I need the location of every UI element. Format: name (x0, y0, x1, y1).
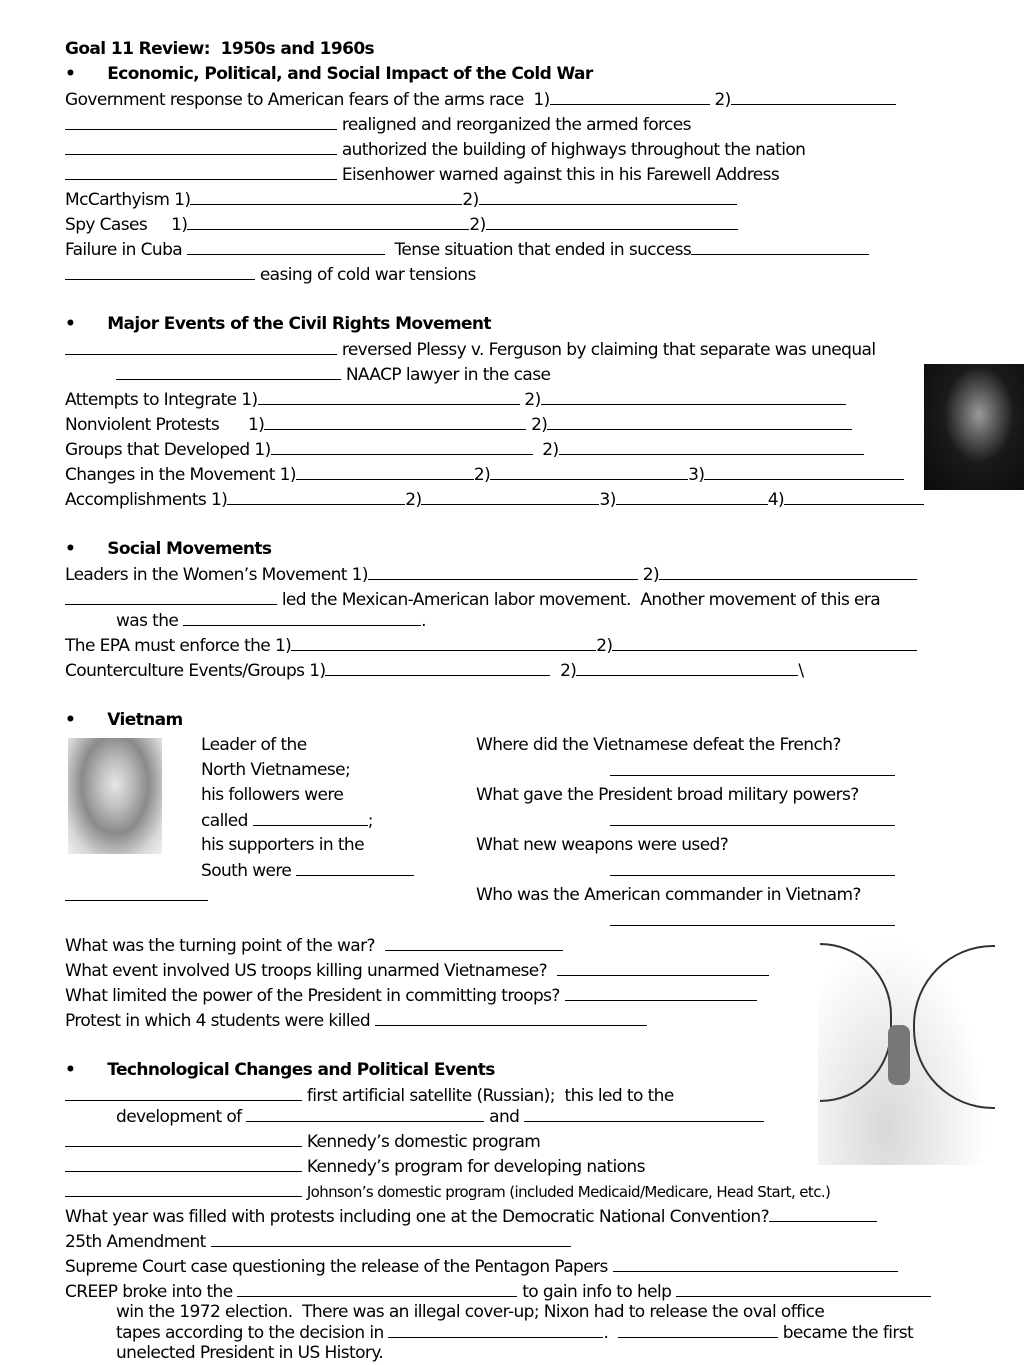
blank-field[interactable] (116, 363, 341, 380)
line-accomplishments: Accomplishments 1) 2) 3) 4) (65, 488, 924, 511)
blank-field[interactable] (211, 1230, 571, 1247)
question-french-defeat: Where did the Vietnamese defeat the French? (476, 735, 841, 755)
section-heading-tech: • Technological Changes and Political Events (65, 1060, 495, 1080)
blank-field[interactable] (731, 88, 896, 105)
question-military-powers: What gave the President broad military powers? (476, 785, 859, 805)
blank-field[interactable] (618, 1321, 778, 1338)
line-groups: Groups that Developed 1) 2) (65, 438, 864, 461)
line-pentagon-papers: Supreme Court case questioning the release of the Pentagon Papers (65, 1255, 898, 1278)
blank-field[interactable] (65, 113, 337, 130)
line-kent-state: Protest in which 4 students were killed (65, 1009, 647, 1032)
blank-field[interactable] (691, 238, 869, 255)
blank-field[interactable] (246, 1105, 484, 1122)
line-farewell: Eisenhower warned against this in his Farewell Address (65, 163, 779, 186)
answer-line (610, 809, 895, 832)
leader-text-4: called ; (201, 811, 373, 831)
line-plessy: reversed Plessy v. Ferguson by claiming that separate was unequal (65, 338, 875, 361)
hanging-figure-icon (888, 1025, 910, 1085)
blank-field[interactable] (65, 588, 277, 605)
page-title: Goal 11 Review: 1950s and 1960s (65, 39, 375, 59)
question-commander: Who was the American commander in Vietnam? (476, 885, 861, 905)
watergate-cartoon (818, 935, 988, 1165)
line-naacp: NAACP lawyer in the case (116, 363, 550, 386)
blank-field[interactable] (610, 809, 895, 826)
answer-line (610, 859, 895, 882)
section-heading-vietnam: • Vietnam (65, 710, 183, 730)
leader-text-5: his supporters in the (201, 835, 364, 855)
line-satellite: first artificial satellite (Russian); this led to the (65, 1084, 674, 1107)
line-labor: led the Mexican-American labor movement. Another movement of this era (65, 588, 880, 611)
tape-reel-right-icon (913, 945, 995, 1109)
blank-field[interactable] (190, 188, 462, 205)
blank-field[interactable] (486, 213, 738, 230)
civil-rights-leader-photo (924, 364, 1024, 490)
line-unelected: unelected President in US History. (116, 1343, 384, 1363)
blank-field[interactable] (421, 488, 599, 505)
line-tapes: tapes according to the decision in . became the first (116, 1323, 914, 1343)
blank-field[interactable] (547, 413, 852, 430)
blank-field[interactable] (541, 388, 846, 405)
blank-field[interactable] (65, 163, 337, 180)
line-was-the: was the . (116, 611, 426, 631)
leader-text-3: his followers were (201, 785, 344, 805)
line-kennedy-domestic: Kennedy’s domestic program (65, 1130, 540, 1153)
line-easing: easing of cold war tensions (65, 263, 476, 286)
line-cuba: Failure in Cuba Tense situation that ended in success (65, 238, 869, 261)
blank-field[interactable] (187, 238, 385, 255)
blank-field[interactable] (253, 809, 368, 826)
blank-field[interactable] (784, 488, 924, 505)
section-heading-social: • Social Movements (65, 539, 272, 559)
leader-text-1: Leader of the (201, 735, 307, 755)
blank-field[interactable] (388, 1321, 603, 1338)
blank-field[interactable] (296, 463, 474, 480)
blank-field[interactable] (479, 188, 737, 205)
line-1972: win the 1972 election. There was an illegal cover-up; Nixon had to release the oval office (116, 1302, 825, 1322)
line-turning-point: What was the turning point of the war? (65, 934, 563, 957)
blank-field[interactable] (65, 1155, 302, 1172)
line-development: development of and (116, 1105, 764, 1128)
blank-field[interactable] (676, 1280, 931, 1297)
line-spy-cases: Spy Cases 1) 2) (65, 213, 738, 236)
vietnam-leader-photo (68, 738, 162, 854)
blank-field[interactable] (612, 634, 917, 651)
blank-field[interactable] (65, 1084, 302, 1101)
line-armed-forces: realigned and reorganized the armed forces (65, 113, 691, 136)
line-war-powers: What limited the power of the President in committing troops? (65, 984, 757, 1007)
leader-text-6: South were (201, 859, 414, 882)
leader-blank-cont (65, 884, 208, 907)
blank-field[interactable] (559, 438, 864, 455)
blank-field[interactable] (271, 438, 533, 455)
blank-field[interactable] (385, 934, 563, 951)
leader-text-2: North Vietnamese; (201, 760, 351, 780)
blank-field[interactable] (65, 884, 208, 901)
blank-field[interactable] (65, 263, 255, 280)
blank-field[interactable] (368, 563, 638, 580)
blank-field[interactable] (616, 488, 768, 505)
line-creep: CREEP broke into the to gain info to help (65, 1280, 931, 1303)
line-epa: The EPA must enforce the 1) 2) (65, 634, 917, 657)
answer-line (610, 759, 895, 782)
line-counterculture: Counterculture Events/Groups 1) 2) \ (65, 661, 804, 681)
line-kennedy-developing: Kennedy’s program for developing nations (65, 1155, 645, 1178)
blank-field[interactable] (375, 1009, 647, 1026)
blank-field[interactable] (610, 859, 895, 876)
line-arms-race: Government response to American fears of the arms race 1) 2) (65, 88, 896, 111)
question-weapons: What new weapons were used? (476, 835, 729, 855)
blank-field[interactable] (65, 1130, 302, 1147)
blank-field[interactable] (610, 909, 895, 926)
blank-field[interactable] (65, 138, 337, 155)
blank-field[interactable] (264, 413, 526, 430)
blank-field[interactable] (65, 338, 337, 355)
blank-field[interactable] (65, 1180, 302, 1197)
blank-field[interactable] (550, 88, 710, 105)
blank-field[interactable] (291, 634, 596, 651)
line-johnson: Johnson’s domestic program (included Medicaid/Medicare, Head Start, etc.) (65, 1180, 830, 1203)
section-heading-civil-rights: • Major Events of the Civil Rights Movement (65, 314, 491, 334)
answer-line (610, 909, 895, 932)
line-womens-movement: Leaders in the Women’s Movement 1) 2) (65, 563, 917, 586)
line-changes: Changes in the Movement 1) 2) 3) (65, 463, 904, 486)
blank-field[interactable] (613, 1255, 898, 1272)
blank-field[interactable] (187, 213, 469, 230)
line-integrate: Attempts to Integrate 1) 2) (65, 388, 846, 411)
blank-field[interactable] (557, 959, 769, 976)
blank-field[interactable] (610, 759, 895, 776)
blank-field[interactable] (227, 488, 405, 505)
blank-field[interactable] (183, 609, 421, 626)
blank-field[interactable] (258, 388, 520, 405)
blank-field[interactable] (325, 659, 550, 676)
section-heading-cold-war: • Economic, Political, and Social Impact of the Cold War (65, 64, 593, 84)
line-nonviolent: Nonviolent Protests 1) 2) (65, 413, 852, 436)
line-my-lai: What event involved US troops killing unarmed Vietnamese? (65, 959, 769, 982)
blank-field[interactable] (524, 1105, 764, 1122)
blank-field[interactable] (659, 563, 917, 580)
blank-field[interactable] (769, 1205, 877, 1222)
line-mccarthyism: McCarthyism 1) 2) (65, 188, 737, 211)
line-highways: authorized the building of highways throughout the nation (65, 138, 805, 161)
blank-field[interactable] (576, 659, 798, 676)
blank-field[interactable] (490, 463, 688, 480)
blank-field[interactable] (565, 984, 757, 1001)
blank-field[interactable] (237, 1280, 517, 1297)
line-protest-year: What year was filled with protests including one at the Democratic National Convention? (65, 1205, 877, 1228)
tape-reel-left-icon (820, 943, 892, 1102)
line-25th-amendment: 25th Amendment (65, 1230, 571, 1253)
blank-field[interactable] (704, 463, 904, 480)
blank-field[interactable] (296, 859, 414, 876)
